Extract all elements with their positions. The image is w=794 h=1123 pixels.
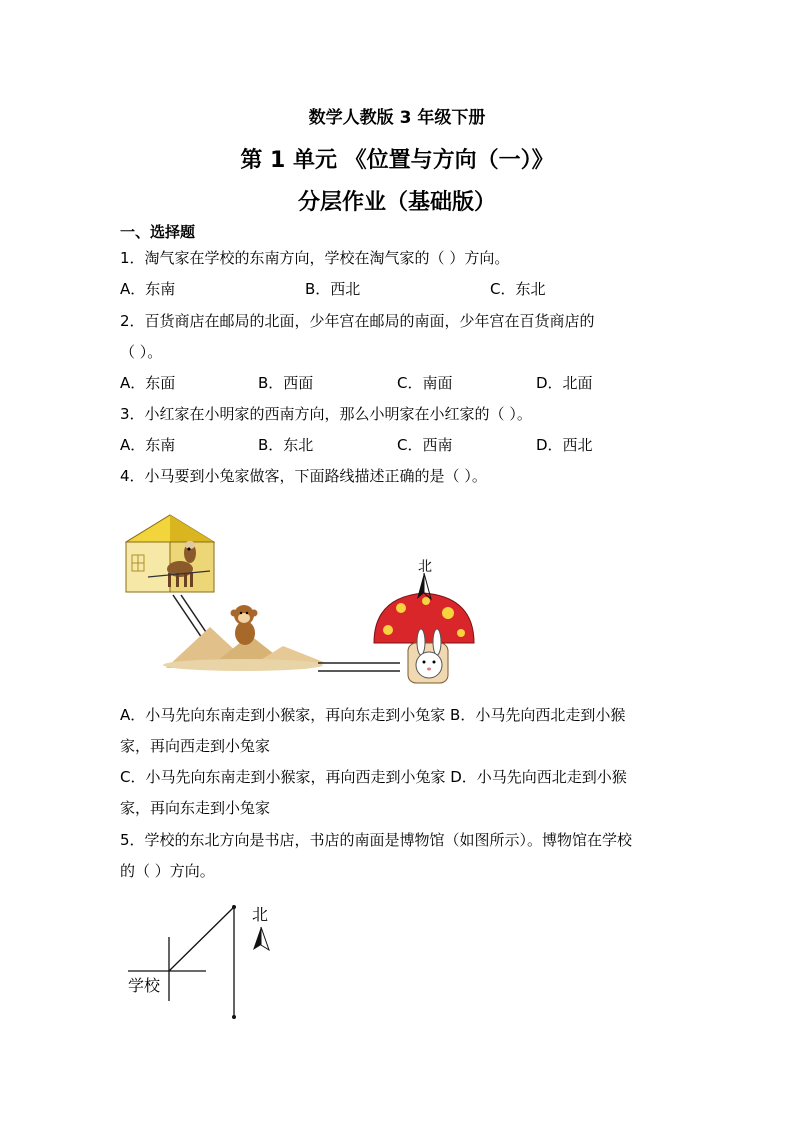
question-2-option-b: B．西面 (258, 374, 314, 392)
question-3-option-b: B．东北 (258, 436, 314, 454)
question-1-option-b: B．西北 (305, 280, 361, 298)
question-3-option-a: A．东南 (120, 436, 176, 454)
question-1-stem: 1．淘气家在学校的东南方向，学校在淘气家的（ ）方向。 (120, 249, 510, 267)
question-2-option-d: D．北面 (536, 374, 593, 392)
question-2-stem-line2: （ ）。 (120, 343, 163, 361)
unit-title: 第 1 单元 《位置与方向（一）》 (240, 148, 554, 173)
north-label: 北 (252, 905, 269, 924)
bookstore-point (232, 905, 236, 909)
question-3-option-c: C．西南 (397, 436, 453, 454)
question-2-option-a: A．东面 (120, 374, 176, 392)
path-monkey-to-rabbit (318, 663, 400, 671)
question-2-option-c: C．南面 (397, 374, 453, 392)
north-arrow-icon (253, 927, 269, 950)
question-3-stem: 3．小红家在小明家的西南方向，那么小明家在小红家的（ ）。 (120, 405, 532, 423)
museum-point (232, 1015, 236, 1019)
question-4-options-line4: 家，再向东走到小兔家 (120, 799, 271, 817)
question-4-options-line2: 家，再向西走到小兔家 (120, 737, 271, 755)
section-title: 一、选择题 (120, 223, 196, 241)
question-4-stem: 4．小马要到小兔家做客，下面路线描述正确的是（ ）。 (120, 467, 487, 485)
question-2-stem-line1: 2．百货商店在邮局的北面，少年宫在邮局的南面，少年宫在百货商店的 (120, 312, 595, 330)
question-1-option-c: C．东北 (490, 280, 546, 298)
question-4-options-line1: A．小马先向东南走到小猴家，再向东走到小兔家 B．小马先向西北走到小猴 (120, 706, 626, 724)
question-3-option-d: D．西北 (536, 436, 593, 454)
question-5-stem-line1: 5．学校的东北方向是书店，书店的南面是博物馆（如图所示）。博物馆在学校 (120, 831, 633, 849)
north-label: 北 (418, 559, 432, 575)
question-5-stem-line2: 的（ ）方向。 (120, 862, 215, 880)
school-label: 学校 (128, 976, 161, 995)
book-title: 数学人教版 3 年级下册 (308, 108, 486, 128)
question-4-figure (118, 505, 488, 695)
question-1-option-a: A．东南 (120, 280, 176, 298)
question-5-figure (118, 895, 298, 1025)
worksheet-title: 分层作业（基础版） (297, 190, 496, 215)
question-4-options-line3: C．小马先向东南走到小猴家，再向西走到小兔家 D．小马先向西北走到小猴 (120, 768, 627, 786)
monkey-icon (231, 605, 258, 645)
school-to-bookstore-line (169, 907, 234, 971)
